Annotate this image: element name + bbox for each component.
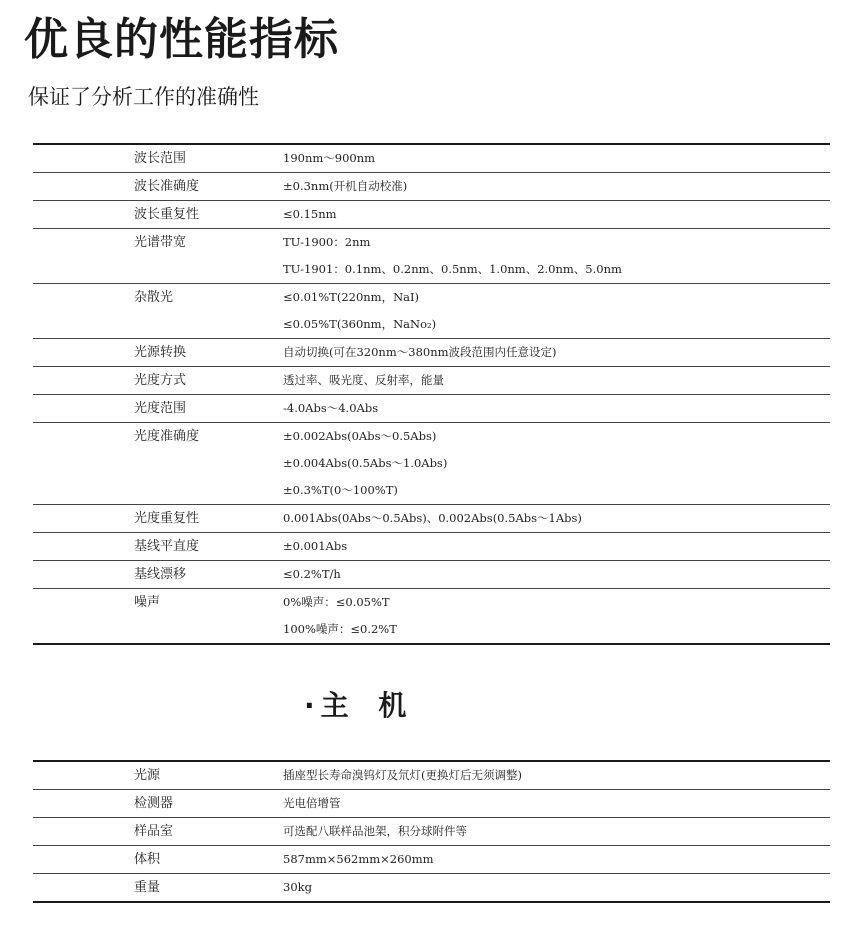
spec-value: 光电倍增管: [283, 796, 341, 810]
spec-label: 体积: [134, 852, 161, 867]
page-title: 优良的性能指标: [24, 14, 339, 65]
spec-row: [33, 873, 830, 901]
spec-row: [33, 283, 830, 338]
spec-row: [33, 789, 830, 817]
spec-row: [33, 504, 830, 532]
spec-value: ±0.002Abs(0Abs～0.5Abs): [283, 429, 437, 443]
spec-label: 波长重复性: [134, 207, 200, 222]
spec-label: 检测器: [134, 796, 174, 811]
spec-value: 30kg: [283, 880, 312, 894]
spec-value: 可选配八联样品池架，积分球附件等: [283, 824, 467, 838]
spec-label: 杂散光: [134, 290, 174, 305]
section-heading: [304, 686, 416, 726]
performance-spec-table: [33, 143, 830, 645]
spec-label: 噪声: [134, 595, 161, 610]
spec-row: [33, 145, 830, 172]
spec-row: [33, 172, 830, 200]
spec-row: [33, 366, 830, 394]
section-heading-text: 主 机: [320, 689, 417, 722]
spec-label: 光度重复性: [134, 511, 200, 526]
spec-label: 基线漂移: [134, 567, 187, 582]
spec-row: [33, 422, 830, 504]
host-spec-table: [33, 760, 830, 903]
spec-value: TU-1901：0.1nm、0.2nm、0.5nm、1.0nm、2.0nm、5.0nm: [283, 262, 622, 276]
spec-row: [33, 845, 830, 873]
bullet-dot: ·: [304, 689, 321, 722]
spec-value: ±0.004Abs(0.5Abs～1.0Abs): [283, 456, 448, 470]
spec-row: [33, 588, 830, 643]
spec-value: ≤0.15nm: [283, 207, 337, 221]
spec-label: 光源: [134, 768, 161, 783]
spec-label: 光源转换: [134, 345, 187, 360]
spec-label: 重量: [134, 880, 161, 895]
spec-label: 波长范围: [134, 151, 187, 166]
spec-value: 190nm～900nm: [283, 151, 376, 165]
spec-value: ±0.001Abs: [283, 539, 348, 553]
spec-value: ≤0.01%T(220nm，NaI): [283, 290, 420, 304]
spec-label: 光度方式: [134, 373, 187, 388]
spec-row: [33, 817, 830, 845]
spec-row: [33, 560, 830, 588]
spec-value: ≤0.05%T(360nm，NaNo₂): [283, 317, 437, 331]
spec-value: -4.0Abs～4.0Abs: [283, 401, 379, 415]
spec-row: [33, 532, 830, 560]
spec-value: 自动切换(可在320nm～380nm波段范围内任意设定): [283, 345, 557, 359]
spec-label: 基线平直度: [134, 539, 200, 554]
spec-row: [33, 394, 830, 422]
spec-value: ±0.3%T(0～100%T): [283, 483, 398, 497]
spec-label: 光度范围: [134, 401, 187, 416]
spec-label: 样品室: [134, 824, 174, 839]
spec-row: [33, 200, 830, 228]
spec-value: TU-1900：2nm: [283, 235, 371, 249]
spec-value: 透过率、吸光度、反射率，能量: [283, 373, 444, 387]
spec-label: 光度准确度: [134, 429, 200, 444]
spec-row: [33, 228, 830, 283]
spec-value: 0.001Abs(0Abs～0.5Abs)、0.002Abs(0.5Abs～1Abs): [283, 511, 582, 525]
spec-value: 插座型长寿命溴钨灯及氘灯(更换灯后无须调整): [283, 768, 522, 782]
spec-row: [33, 762, 830, 789]
page-subtitle: 保证了分析工作的准确性: [28, 85, 259, 109]
spec-value: 587mm×562mm×260mm: [283, 852, 434, 866]
spec-value: ±0.3nm(开机自动校准): [283, 179, 408, 193]
spec-value: ≤0.2%T/h: [283, 567, 341, 581]
spec-value: 0%噪声：≤0.05%T: [283, 595, 390, 609]
spec-label: 光谱带宽: [134, 235, 187, 250]
spec-label: 波长准确度: [134, 179, 200, 194]
spec-value: 100%噪声：≤0.2%T: [283, 622, 397, 636]
spec-row: [33, 338, 830, 366]
